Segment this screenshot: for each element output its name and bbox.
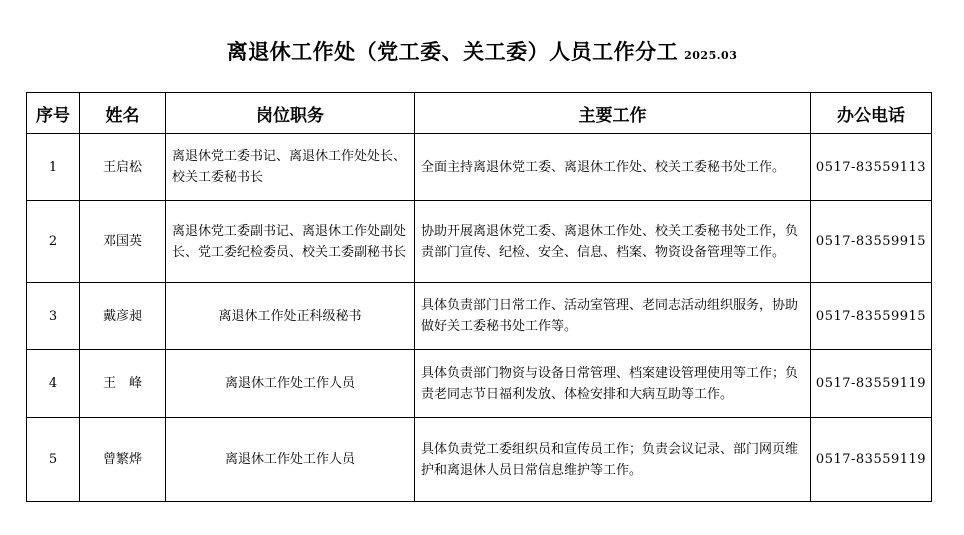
cell-name: 戴彦昶	[80, 283, 166, 350]
cell-name: 王启松	[80, 134, 166, 201]
table-row	[27, 201, 932, 283]
table-row	[27, 418, 932, 502]
title-date: 2025.03	[684, 49, 738, 62]
cell-phone: 0517-83559119	[811, 418, 932, 502]
header-duty: 岗位职务	[166, 93, 415, 134]
cell-no: 2	[27, 201, 80, 283]
cell-no: 4	[27, 350, 80, 418]
cell-duty: 离退休工作处正科级秘书	[166, 283, 415, 350]
header-no: 序号	[27, 93, 80, 134]
cell-name: 邓国英	[80, 201, 166, 283]
cell-work: 具体负责部门日常工作、活动室管理、老同志活动组织服务，协助做好关工委秘书处工作等。	[415, 283, 811, 350]
cell-phone: 0517-83559915	[811, 283, 932, 350]
cell-duty: 离退休党工委副书记、离退休工作处副处长、党工委纪检委员、校关工委副秘书长	[166, 201, 415, 283]
staff-division-table	[26, 92, 932, 502]
cell-no: 1	[27, 134, 80, 201]
cell-work: 全面主持离退休党工委、离退休工作处、校关工委秘书处工作。	[415, 134, 811, 201]
cell-phone: 0517-83559915	[811, 201, 932, 283]
cell-no: 5	[27, 418, 80, 502]
cell-name: 王 峰	[80, 350, 166, 418]
table-row	[27, 283, 932, 350]
cell-work: 具体负责部门物资与设备日常管理、档案建设管理使用等工作；负责老同志节日福利发放、体检安排和大病互助等工作。	[415, 350, 811, 418]
header-name: 姓名	[80, 93, 166, 134]
header-work: 主要工作	[415, 93, 811, 134]
cell-duty: 离退休工作处工作人员	[166, 350, 415, 418]
header-phone: 办公电话	[811, 93, 932, 134]
cell-work: 协助开展离退休党工委、离退休工作处、校关工委秘书处工作，负责部门宣传、纪检、安全、信息、档案、物资设备管理等工作。	[415, 201, 811, 283]
page-title	[0, 36, 964, 66]
table-row	[27, 134, 932, 201]
cell-work: 具体负责党工委组织员和宣传员工作；负责会议记录、部门网页维护和离退休人员日常信息维护等工作。	[415, 418, 811, 502]
cell-no: 3	[27, 283, 80, 350]
cell-phone: 0517-83559119	[811, 350, 932, 418]
cell-name: 曾繁烨	[80, 418, 166, 502]
cell-duty: 离退休党工委书记、离退休工作处处长、校关工委秘书长	[166, 134, 415, 201]
table-row	[27, 350, 932, 418]
cell-phone: 0517-83559113	[811, 134, 932, 201]
table-header-row	[27, 93, 932, 134]
cell-duty: 离退休工作处工作人员	[166, 418, 415, 502]
title-text: 离退休工作处（党工委、关工委）人员工作分工	[226, 39, 679, 64]
